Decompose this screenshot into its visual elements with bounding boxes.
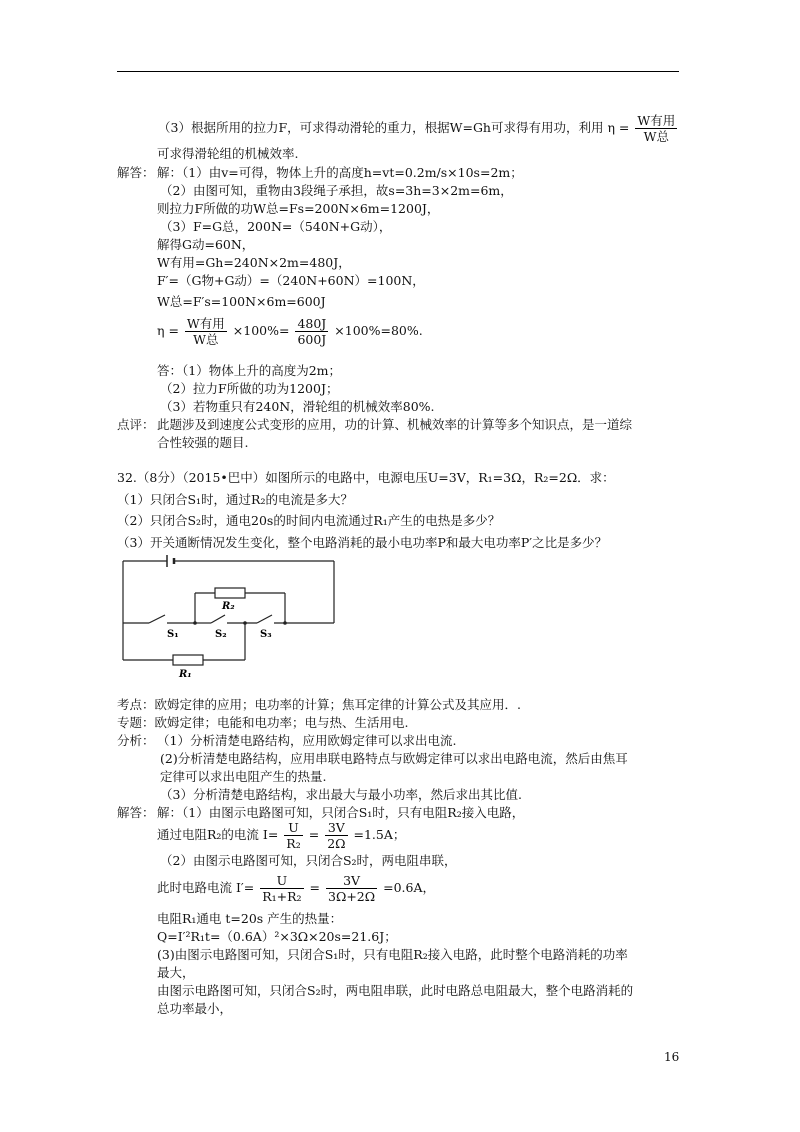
fraction-u-r2: $\frac{U}{\text{R₂}}$ [286,820,301,851]
fraction-u-sum: $\frac{U}{\text{R₁+R₂}}$ [262,873,302,904]
label-s1: S₁ [167,629,179,640]
solution-line-3: （2）由图示电路图可知，只闭合S₂时，两电阻串联， [160,853,457,868]
question-32-part-1: （1）只闭合S₁时，通过R₂的电流是多大？ [117,492,353,507]
analysis-line-3b: 可求得滑轮组的机械效率. [157,146,299,161]
question-32-part-2: （2）只闭合S₂时，通电20s的时间内电流通过R₁产生的电热是多少？ [117,513,501,528]
solution-line-8b: 总功率最小， [157,1001,233,1016]
analysis-line-3: （3）根据所用的拉力F，可求得动滑轮的重力，根据W=Gh可求得有用功，利用 η = $\frac{\text{W有用}}{\text{W总}}$ [158,113,676,144]
solution-line-5: 电阻R₁通电 t=20s 产生的热量： [157,911,343,926]
fraction-w: $\frac{\text{W有用}}{\text{W总}}$ [186,316,225,347]
answer-line-8: W总=F′s=100N×6m=600J [157,294,326,309]
solution-line-8: 由图示电路图可知，只闭合S₂时，两电阻串联，此时电路总电阻最大，整个电路消耗的 [157,983,634,998]
answer-line-5: 解得G动=60N， [157,237,255,252]
label-s2: S₂ [215,629,227,640]
header-rule [117,71,679,72]
fraction-3v-2ohm: $\frac{3V}{2\Omega}$ [327,820,346,851]
fraction-3v-5ohm: $\frac{3V}{3\Omega+2\Omega}$ [328,873,376,904]
conclusion-line-0: 答：（1）物体上升的高度为2m； [157,363,342,378]
solution-line-1: 解：（1）由图示电路图可知，只闭合S₁时，只有电阻R₂接入电路， [157,805,525,820]
question-32-part-3: （3）开关通断情况发生变化，整个电路消耗的最小电功率P和最大电功率P′之比是多少？ [117,535,608,550]
page-number: 16 [664,1050,680,1064]
solution-line-7b: 最大， [157,965,195,980]
label-s3: S₃ [260,629,272,640]
current-equation-2: 此时电路电流 I′= $\frac{U}{\text{R₁+R₂}}$ = $\frac{3V}{3\Omega+2\Omega}$ =0.6A， [157,873,435,904]
analysis-step-1: （1）分析清楚电路结构，应用欧姆定律可以求出电流. [157,733,457,748]
answer-label: 解答： [117,165,155,180]
analysis-step-2b: 定律可以求出电阻产生的热量. [160,769,327,784]
comment-line-1: 此题涉及到速度公式变形的应用，功的计算、机械效率的计算等多个知识点，是一道综 [157,417,633,432]
question-32-stem: 32.（8分）（2015•巴中）如图所示的电路中，电源电压U=3V，R₁=3Ω，R₂=2Ω．求： [117,470,615,485]
efficiency-equation: η = $\frac{\text{W有用}}{\text{W总}}$ ×100%= $\frac{480J}{600J}$ ×100%=80%. [157,316,423,347]
conclusion-line-1: （2）拉力F所做的功为1200J； [160,381,339,396]
analysis-label: 分析： [117,733,155,748]
answer-line-1: 解：（1）由v=可得，物体上升的高度h=vt=0.2m/s×10s=2m； [157,165,523,180]
circuit-diagram [117,553,347,678]
solution-line-7: (3)由图示电路图可知，只闭合S₁时，只有电阻R₂接入电路，此时整个电路消耗的功率 [157,947,628,962]
comment-label: 点评： [117,417,155,432]
topic: 专题：欧姆定律；电能和电功率；电与热、生活用电. [117,715,409,730]
conclusion-line-2: （3）若物重只有240N，滑轮组的机械效率80%. [160,399,435,414]
analysis-step-2: (2)分析清楚电路结构，应用串联电路特点与欧姆定律可以求出电路电流，然后由焦耳 [160,751,628,766]
solution-label: 解答： [117,805,155,820]
solution-line-6: Q=I′²R₁t=（0.6A）²×3Ω×20s=21.6J； [157,929,397,944]
comment-line-2: 合性较强的题目. [157,435,249,450]
fraction-j: $\frac{480J}{600J}$ [297,316,327,347]
key-points: 考点：欧姆定律的应用；电功率的计算；焦耳定律的计算公式及其应用．. [117,697,521,712]
answer-line-7: F′=（G物+G动）=（240N+60N）=100N， [157,273,425,288]
answer-line-4: （3）F=G总，200N=（540N+G动）， [160,219,392,234]
efficiency-fraction: $\frac{\text{W有用}}{\text{W总}}$ [637,113,676,144]
label-r2: R₂ [222,601,235,612]
label-r1: R₁ [179,669,192,678]
current-equation-1: 通过电阻R₂的电流 I= $\frac{U}{\text{R₂}}$ = $\frac{3V}{2\Omega}$ =1.5A； [157,820,406,851]
answer-line-3: 则拉力F所做的功W总=Fs=200N×6m=1200J， [157,201,440,216]
analysis-step-3: （3）分析清楚电路结构，求出最大与最小功率，然后求出其比值. [160,787,522,802]
answer-line-2: （2）由图可知，重物由3段绳子承担，故s=3h=3×2m=6m， [160,183,513,198]
answer-line-6: W有用=Gh=240N×2m=480J， [157,255,351,270]
